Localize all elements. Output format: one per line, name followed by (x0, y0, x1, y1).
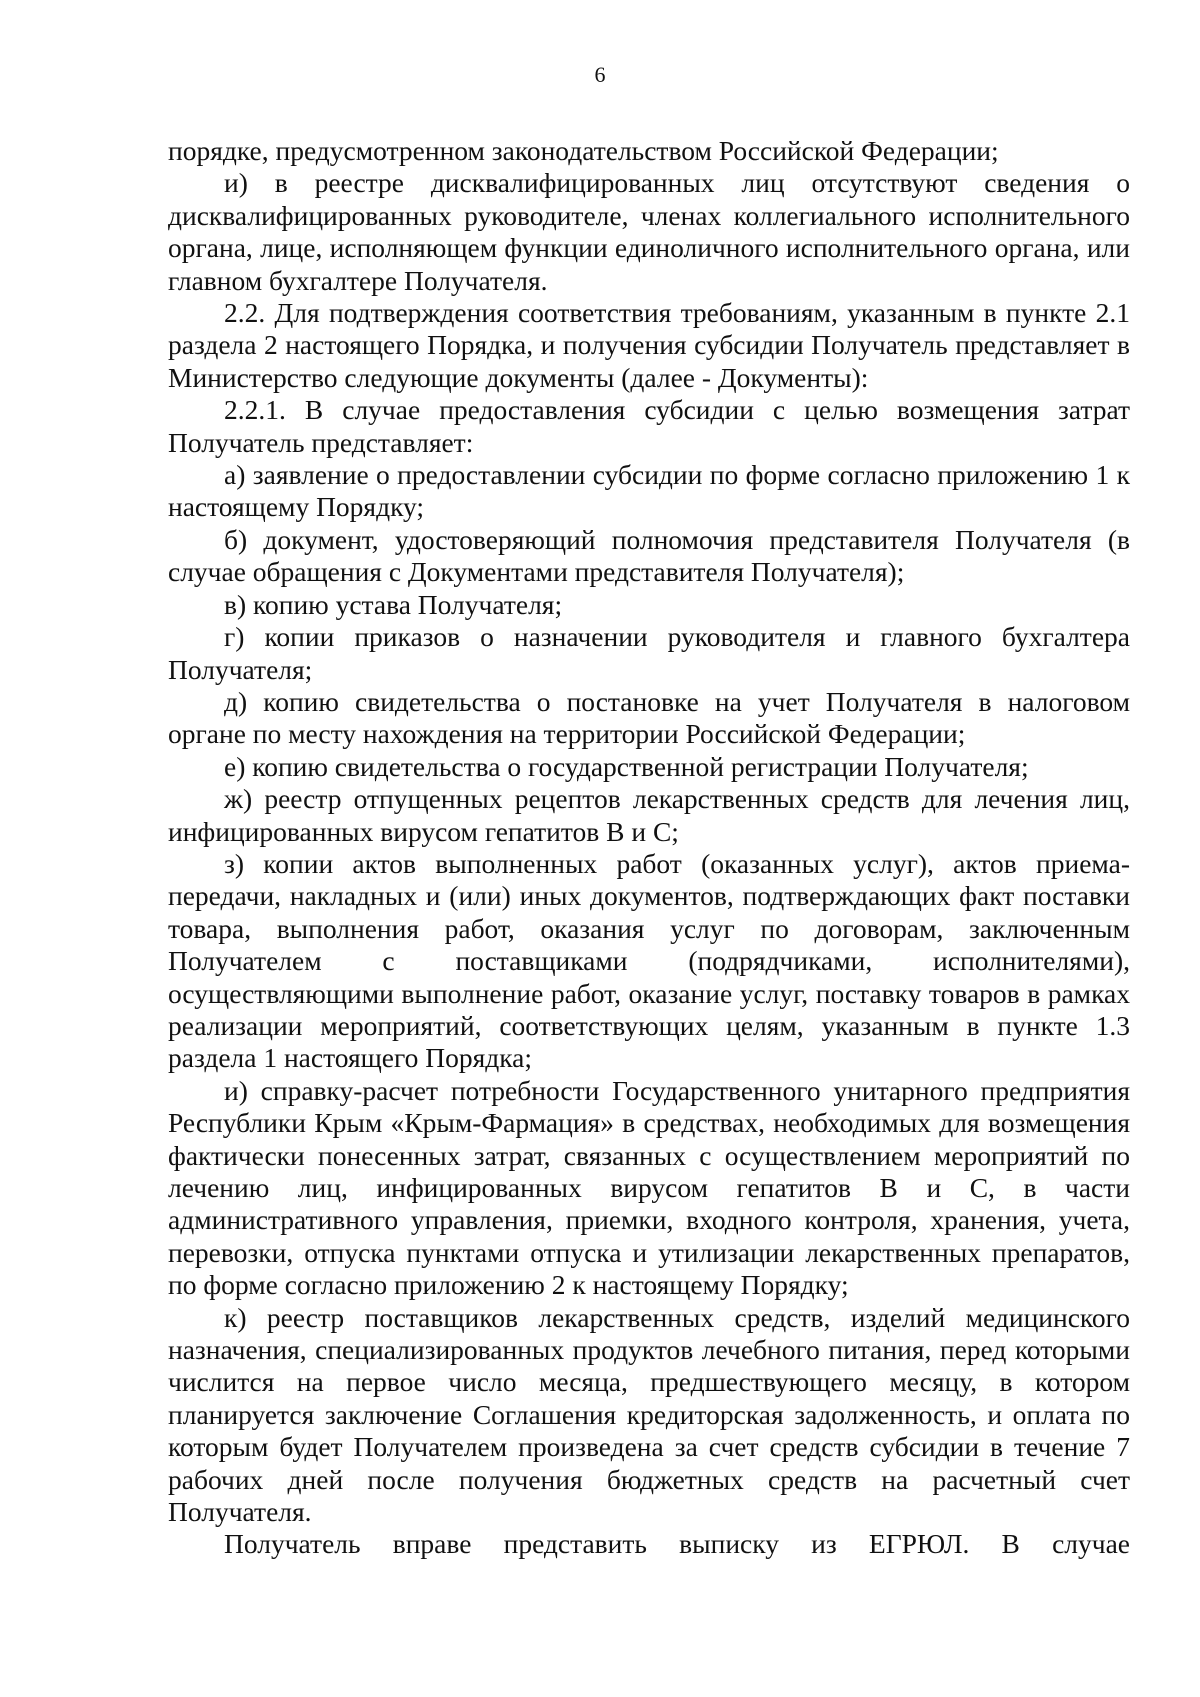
paragraph-egryul: Получатель вправе представить выписку из ЕГРЮЛ. В случае (224, 1528, 1130, 1560)
list-item-k: к) реестр поставщиков лекарственных средств, изделий медицинского назначения, специализированных продуктов лечебного питания, перед которыми числится на первое число месяца, предшествующего месяцу, в котором планируется заключение Соглашения кредиторская задолженность, и оплата по которым будет Получателем произведена за счет средств субсидии в течение 7 рабочих дней после получения бюджетных средств на расчетный счет Получателя. (168, 1301, 1130, 1528)
paragraph-2-2-1: 2.2.1. В случае предоставления субсидии с целью возмещения затрат Получатель представляет: (168, 394, 1130, 458)
list-item-g: г) копии приказов о назначении руководителя и главного бухгалтера Получателя; (168, 621, 1130, 685)
list-item-a: а) заявление о предоставлении субсидии по форме согласно приложению 1 к настоящему Порядку; (168, 459, 1130, 523)
list-item-e: е) копию свидетельства о государственной регистрации Получателя; (224, 750, 1029, 782)
paragraph-2-2: 2.2. Для подтверждения соответствия требованиям, указанным в пункте 2.1 раздела 2 настоящего Порядка, и получения субсидии Получатель представляет в Министерство следующие документы (далее - Документы): (168, 297, 1130, 393)
list-item-v: в) копию устава Получателя; (224, 588, 563, 620)
list-item-i: и) справку-расчет потребности Государственного унитарного предприятия Республики Крым «Крым-Фармация» в средствах, необходимых для возмещения фактически понесенных затрат, связанных с осуществлением мероприятий по лечению лиц, инфицированных вирусом гепатитов В и С, в части административного управления, приемки, входного контроля, хранения, учета, перевозки, отпуска пунктами отпуска и утилизации лекарственных препаратов, по форме согласно приложению 2 к настоящему Порядку; (168, 1074, 1130, 1301)
list-item-b: б) документ, удостоверяющий полномочия представителя Получателя (в случае обращения с Документами представителя Получателя); (168, 523, 1130, 588)
document-body (168, 135, 1130, 1561)
page-number: 6 (594, 62, 606, 87)
paragraph-continuation: порядке, предусмотренном законодательством Российской Федерации; (168, 135, 999, 166)
paragraph-item-i-disqualified: и) в реестре дисквалифицированных лиц отсутствуют сведения о дисквалифицированных руководителе, членах коллегиального исполнительного органа, лице, исполняющем функции единоличного исполнительного органа, или главном бухгалтере Получателя. (168, 167, 1130, 296)
list-item-z: з) копии актов выполненных работ (оказанных услуг), актов приема-передачи, накладных и (или) иных документов, подтверждающих факт поставки товара, выполнения работ, оказания услуг по договорам, заключенным Получателем с поставщиками (подрядчиками, исполнителями), осуществляющими выполнение работ, оказание услуг, поставку товаров в рамках реализации мероприятий, соответствующих целям, указанным в пункте 1.3 раздела 1 настоящего Порядка; (168, 847, 1130, 1074)
list-item-zh: ж) реестр отпущенных рецептов лекарственных средств для лечения лиц, инфицированных вирусом гепатитов В и С; (168, 783, 1130, 847)
list-item-d: д) копию свидетельства о постановке на учет Получателя в налоговом органе по месту нахождения на территории Российской Федерации; (168, 685, 1130, 750)
